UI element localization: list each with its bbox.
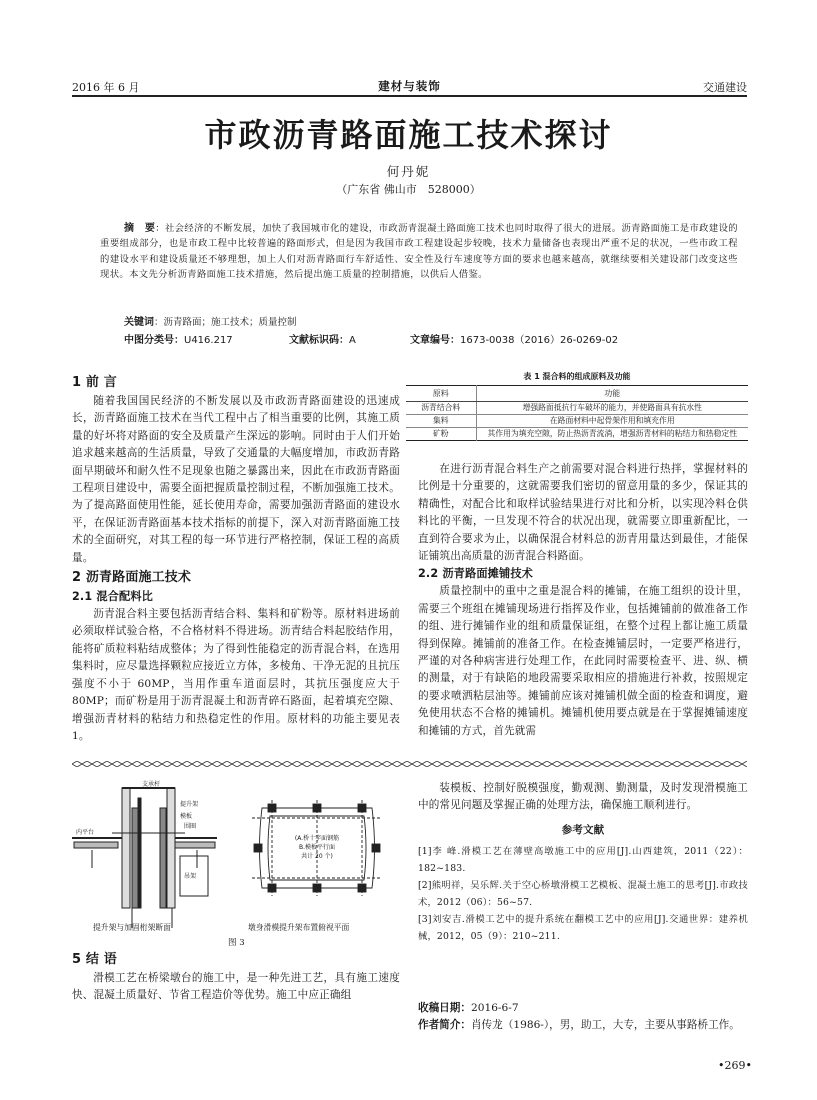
- right-column-lower: [418, 780, 748, 945]
- clc-label: 中图分类号：: [124, 335, 184, 346]
- doc-code-label: 文献标识码：: [289, 335, 349, 346]
- section-2-2-paragraph: 质量控制中的重中之重是混合料的摊铺，在施工组织的设计里，需要三个班组在摊铺现场进行指挥及作业，包括摊铺前的做准备工作的组、进行摊铺作业的组和质量保证组，在整个过程上都让施工质量得到保障。摊铺前的准备工作。在检查摊铺层时，一定要严格进行，严谨的对各种病害进行处理工作，在此同时需要检查平、进、纵、横的测量，对于有缺陷的地段需要采取相应的措施进行补救，按照规定的要求喷洒粘层油等。摊铺前应该对摊铺机做全面的检查和调度，避免使用状态不合格的摊铺机。摊铺机使用要点就是在于掌握摊铺速度和摊铺的方式，首先就需: [418, 585, 748, 737]
- abstract-label: 摘 要: [124, 223, 156, 234]
- author-affiliation: （广东省 佛山市 528000）: [336, 183, 481, 196]
- author-bio: [418, 1017, 748, 1034]
- keywords: [124, 313, 734, 328]
- section-2-1-heading: 2.1 混合配料比: [72, 590, 154, 604]
- plan-note-2: B.模板平行面: [298, 844, 336, 851]
- abstract-text: ：社会经济的不断发展，加快了我国城市化的建设，市政沥青混凝土路面施工技术也同时取得了很大的进展。沥青路面施工是市政建设的重要组成部分，也是市政工程中比较普遍的路面形式，但是因为我国市政工程建设起步较晚，技术力量储备也表现出严重不足的状况，一些市政工程的建设水平和建设质量还不够理想，加上人们对沥青路面行车舒适性、安全性及行车速度等方面的要求也越来越高，就继续要相关建设部门改变这些现状。本文先分析沥青路面施工技术措施，然后提出施工质量的控制措施，以供后人借鉴。: [100, 223, 738, 281]
- received-value: 2016-6-7: [470, 1002, 519, 1014]
- keywords-label: 关键词: [124, 317, 154, 328]
- received-label: 收稿日期：: [418, 1002, 471, 1014]
- article-no-value: 1673-0038（2016）26-0269-02: [460, 335, 619, 346]
- table-1-caption: 表 1 混合料的组成原料及功能: [523, 372, 631, 381]
- right-column-upper: [418, 461, 748, 740]
- left-column-lower: [72, 949, 400, 1005]
- section-2-1-paragraph: 沥青混合料主要包括沥青结合料、集料和矿粉等。原材料进场前必须取样试验合格，不合格材料不得进场。沥青结合料起胶结作用，能将矿质粒料粘结成整体；为了得到性能稳定的沥青混合料，在选用集料时，应尽量选择颗粒应接近立方体，多棱角、干净无泥的且抗压强度不小于 60MP，当用作重车道面层时，其抗压强度应大于 80MP；而矿粉是用于沥青混凝土和沥青碎石路面，起着填充空隙、增强沥青材料的粘结力和热稳定性的作用。原材料的功能主要见表 1。: [72, 608, 400, 742]
- section-2-2-heading: 2.2 沥青路面摊铺技术: [418, 567, 534, 581]
- label-lift-frame: 提升架: [180, 801, 199, 808]
- reference-item: [1]李 峰.滑模工艺在薄壁高墩施工中的应用[J].山西建筑，2011（22）：182~183.: [418, 845, 748, 874]
- section-name: 交通建设: [703, 81, 747, 94]
- left-column-upper: [72, 372, 400, 745]
- section-1-heading: 1 前 言: [72, 375, 117, 390]
- section-1-paragraph: 随着我国国民经济的不断发展以及市政沥青路面建设的迅速成长，沥青路面施工技术在当代工程中占了相当重要的比例，其施工质量的好坏将对路面的安全及质量产生深远的影响。同时由于人们开始追求越来越高的生活质量，导致了交通量的大幅度增加，市政沥青路面早期破坏和耐久性不足现象也随之暴露出来，因此在市政沥青路面工程项目建设中，需要全面把握质量控制过程，不断加强施工技术。为了提高路面使用性能，延长使用寿命，需要加强沥青路面的建设水平，在保证沥青路面基本技术指标的前提下，深入对沥青路面施工技术的全面研究，对其工程的每一环节进行严格控制，保证工程的高质量。: [72, 395, 400, 564]
- article-meta: [418, 1000, 748, 1034]
- page-divider: [72, 761, 747, 767]
- figure-3-caption-left: 提升架与加固桁架断面: [93, 923, 171, 932]
- bio-label: 作者简介：: [418, 1019, 471, 1031]
- classification-row: [124, 331, 724, 345]
- label-frame: 围圈: [184, 823, 197, 830]
- label-mold: 模板: [180, 813, 193, 820]
- table-cell: 沥青结合料: [406, 402, 476, 415]
- table-cell: 矿粉: [406, 428, 476, 441]
- table-cell: 增强路面抵抗行车破坏的能力，并使路面具有抗水性: [476, 402, 748, 415]
- bio-value: 肖传龙（1986-），男，助工，大专，主要从事路桥工作。: [470, 1019, 740, 1031]
- clc-value: U416.217: [184, 335, 233, 346]
- table-header-row: [406, 386, 748, 402]
- article-title: 市政沥青路面施工技术探讨: [204, 116, 613, 154]
- section-5-paragraph: 滑模工艺在桥梁墩台的施工中，是一种先进工艺，具有施工速度快、混凝土质量好、节省工程造价等优势。施工中应正确组: [72, 972, 400, 1002]
- journal-name: 建材与装饰: [378, 79, 441, 93]
- section-2-1-paragraph-2: 在进行沥青混合料生产之前需要对混合料进行热拌，掌握材料的比例是十分重要的，这就需要我们密切的留意用量的多少，保证其的精确性，对配合比和取样试验结果进行对比和分析，以实现冷料仓供料比的平衡，一旦发现不符合的状况出现，就需要立即重新配比，一直到符合要求为止，以确保混合材料总的沥青用量达到最佳，才能保证铺筑出高质量的沥青混合料路面。: [418, 463, 748, 563]
- article-no-label: 文章编号：: [410, 335, 460, 346]
- figure-3-caption-right: 墩身滑模提升架布置俯视平面: [248, 923, 350, 932]
- reference-item: [3]刘安吉.滑模工艺中的提升系统在翻模工艺中的应用[J].交通世界：建养机械，2012，05（9）：210~211.: [418, 913, 748, 942]
- table-row: [406, 402, 748, 415]
- label-support-rod: 支承杆: [142, 781, 161, 788]
- header-rule: [72, 95, 747, 97]
- label-inner-platform: 内平台: [76, 829, 95, 836]
- received-date: [418, 1000, 748, 1017]
- table-1: [406, 371, 748, 441]
- plan-note-3: 共计 20 个): [301, 853, 333, 860]
- table-header-cell: 功能: [476, 386, 748, 402]
- table-header-cell: 原料: [406, 386, 476, 402]
- reference-item: [2]熊明祥，吴乐辉.关于空心桥墩滑模工艺模板、混凝土施工的思考[J].市政技术，2012（06）：56~57.: [418, 879, 748, 908]
- label-hanger: 吊架: [184, 873, 197, 880]
- keywords-text: ：沥青路面；施工技术；质量控制: [154, 317, 297, 328]
- page-number: •269•: [718, 1059, 752, 1072]
- figure-3-number: 图 3: [228, 938, 245, 948]
- doc-code-value: A: [349, 335, 356, 346]
- table-cell: 在路面材料中起骨架作用和填充作用: [476, 415, 748, 428]
- author-name: 何丹妮: [386, 164, 431, 179]
- table-row: [406, 415, 748, 428]
- table-row: [406, 428, 748, 441]
- table-cell: 其作用为填充空隙，防止热沥青流淌，增强沥青材料的粘结力和热稳定性: [487, 429, 737, 438]
- plan-note-1: (A.桥十字面钢筋: [294, 835, 340, 842]
- continuation-paragraph: 装模板、控制好脱模强度，勤观测、勤测量，及时发现滑模施工中的常见问题及掌握正确的处理方法，确保施工顺利进行。: [418, 782, 748, 812]
- table-1-grid: [406, 385, 748, 441]
- references-title: 参考文献: [561, 823, 605, 836]
- section-5-heading: 5 结 语: [72, 952, 117, 967]
- table-cell: 集料: [406, 415, 476, 428]
- issue-date: 2016 年 6 月: [72, 81, 140, 94]
- abstract: [100, 221, 738, 283]
- lift-frame-section-drawing: [72, 788, 217, 928]
- plan-view-labels: [295, 834, 339, 860]
- section-2-heading: 2 沥青路面施工技术: [72, 570, 192, 586]
